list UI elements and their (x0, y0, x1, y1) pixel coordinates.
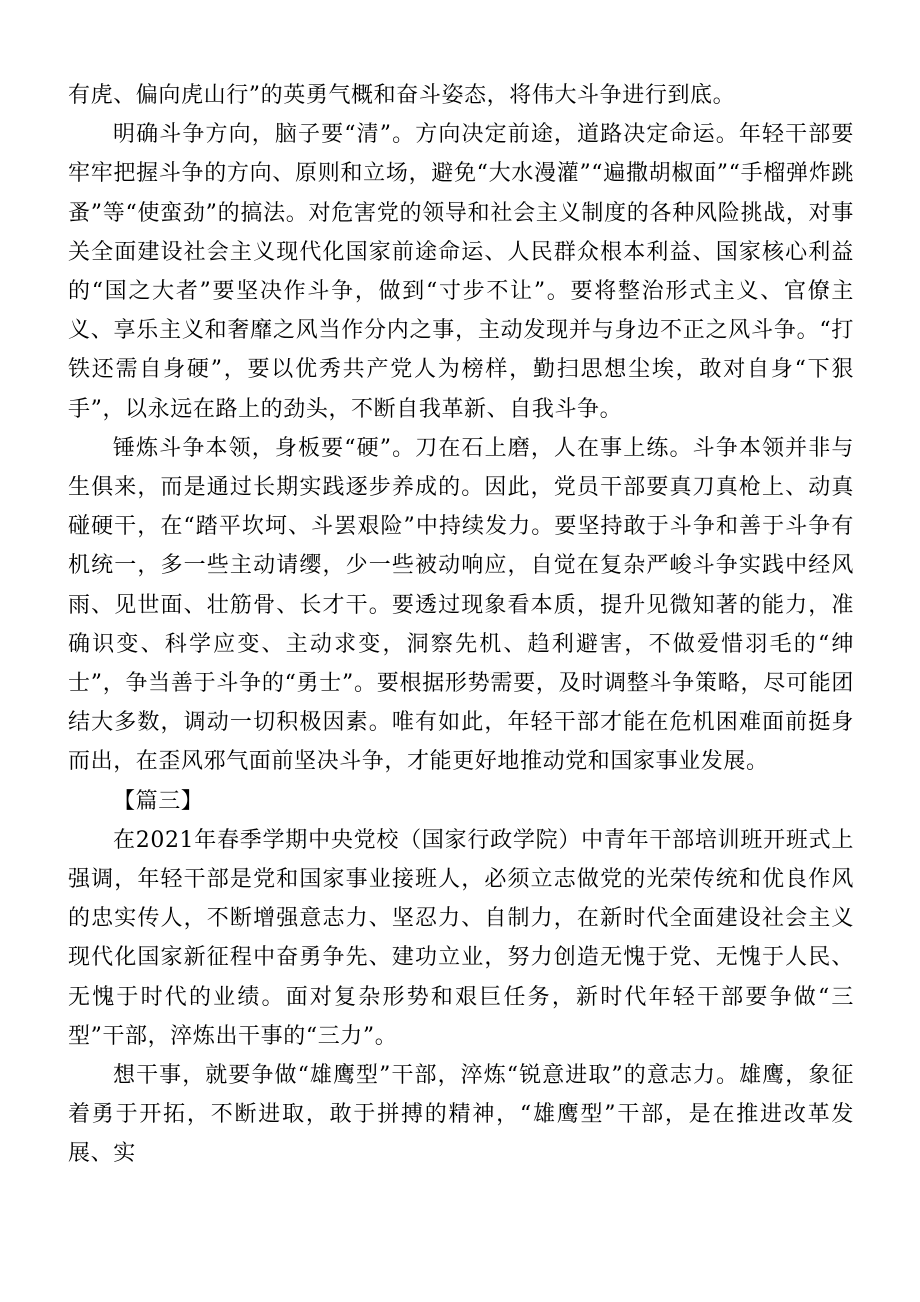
section-heading: 【篇三】 (113, 788, 204, 814)
paragraph-eagle: 想干事，就要争做“雄鹰型”干部，淬炼“锐意进取”的意志力。雄鹰，象征着勇于开拓，不断进取，敢于拼搏的精神，“雄鹰型”干部，是在推进改革发展、实 (68, 1063, 854, 1167)
paragraph-continuation: 有虎、偏向虎山行”的英勇气概和奋斗姿态，将伟大斗争进行到底。 (68, 83, 736, 108)
document-body (68, 76, 854, 1174)
paragraph-ability: 锤炼斗争本领，身板要“硬”。刀在石上磨，人在事上练。斗争本领并非与生俱来，而是通过长期实践逐步养成的。因此，党员干部要真刀真枪上、动真碰硬干，在“踏平坎坷、斗罢艰险”中持续发力。要坚持敢于斗争和善于斗争有机统一，多一些主动请缨，少一些被动响应，自觉在复杂严峻斗争实践中经风雨、见世面、壮筋骨、长才干。要透过现象看本质，提升见微知著的能力，准确识变、科学应变、主动求变，洞察先机、趋利避害，不做爱惜羽毛的“绅士”，争当善于斗争的“勇士”。要根据形势需要，及时调整斗争策略，尽可能团结大多数，调动一切积极因素。唯有如此，年轻干部才能在危机困难面前挺身而出，在歪风邪气面前坚决斗争，才能更好地推动党和国家事业发展。 (68, 435, 854, 775)
paragraph-direction: 明确斗争方向，脑子要“清”。方向决定前途，道路决定命运。年轻干部要牢牢把握斗争的方向、原则和立场，避免“大水漫灌”“遍撒胡椒面”“手榴弹炸跳蚤”等“使蛮劲”的搞法。对危害党的领导和社会主义制度的各种风险挑战，对事关全面建设社会主义现代化国家前途命运、人民群众根本利益、国家核心利益的“国之大者”要坚决作斗争，做到“寸步不让”。要将整治形式主义、官僚主义、享乐主义和奢靡之风当作分内之事，主动发现并与身边不正之风斗争。“打铁还需自身硬”，要以优秀共产党人为榜样，勤扫思想尘埃，敢对自身“下狠手”，以永远在路上的劲头，不断自我革新、自我斗争。 (68, 122, 854, 422)
paragraph-section-intro: 在2021年春季学期中央党校（国家行政学院）中青年干部培训班开班式上强调，年轻干部是党和国家事业接班人，必须立志做党的光荣传统和优良作风的忠实传人，不断增强意志力、坚忍力、自制力，在新时代全面建设社会主义现代化国家新征程中奋勇争先、建功立业，努力创造无愧于党、无愧于人民、无愧于时代的业绩。面对复杂形势和艰巨任务，新时代年轻干部要争做“三型”干部，淬炼出干事的“三力”。 (68, 827, 854, 1049)
